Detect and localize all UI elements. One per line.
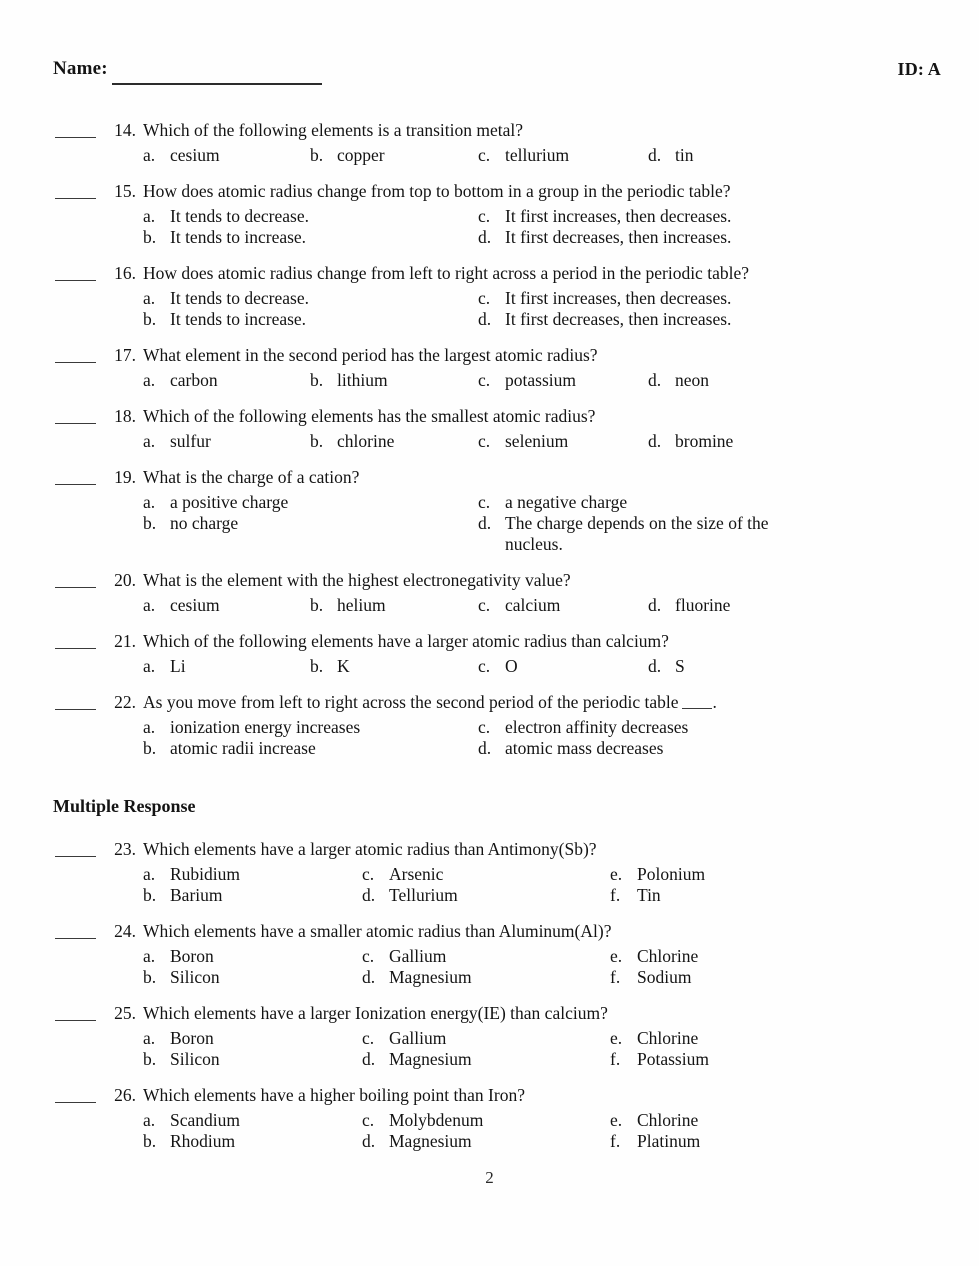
- question-block: [0, 345, 979, 394]
- option-text: chlorine: [337, 431, 395, 451]
- question-stem: Which elements have a smaller atomic radius than Aluminum(Al)?: [143, 921, 612, 941]
- option-letter: d.: [478, 309, 492, 329]
- option-text: calcium: [505, 595, 561, 615]
- question-number: 19.: [114, 467, 136, 487]
- option-text: Silicon: [170, 967, 220, 987]
- option-group: [0, 431, 979, 455]
- answer-option[interactable]: [143, 656, 186, 677]
- option-text: Tin: [637, 885, 661, 905]
- option-letter: d.: [362, 1131, 376, 1151]
- question-number: 21.: [114, 631, 136, 651]
- option-letter: e.: [610, 864, 623, 884]
- answer-option[interactable]: [143, 946, 214, 967]
- question-number: 24.: [114, 921, 136, 941]
- option-text: Chlorine: [637, 1028, 699, 1048]
- question-header: [0, 631, 979, 656]
- question-stem: As you move from left to right across the second period of the periodic table .: [143, 692, 717, 712]
- answer-option[interactable]: [478, 656, 518, 677]
- option-text: Polonium: [637, 864, 706, 884]
- answer-blank[interactable]: [55, 1020, 96, 1021]
- answer-option[interactable]: [143, 288, 309, 309]
- question-header: [0, 570, 979, 595]
- question-stem: What element in the second period has the largest atomic radius?: [143, 345, 598, 365]
- option-text: lithium: [337, 370, 388, 390]
- answer-option[interactable]: [648, 370, 709, 391]
- answer-option[interactable]: [478, 370, 576, 391]
- question-header: [0, 345, 979, 370]
- answer-option[interactable]: [143, 885, 223, 906]
- option-text: potassium: [505, 370, 576, 390]
- answer-option[interactable]: [648, 145, 693, 166]
- option-text: The charge depends on the size of the nucleus.: [505, 513, 769, 554]
- question-header: [0, 921, 979, 946]
- answer-option[interactable]: [310, 431, 394, 452]
- answer-option[interactable]: [478, 431, 568, 452]
- question-stem: Which of the following elements is a transition metal?: [143, 120, 524, 140]
- option-text: Potassium: [637, 1049, 709, 1069]
- answer-option[interactable]: [143, 738, 316, 759]
- answer-blank[interactable]: [55, 938, 96, 939]
- question-header: [0, 406, 979, 431]
- option-letter: d.: [648, 431, 662, 451]
- option-letter: d.: [648, 370, 662, 390]
- option-letter: a.: [143, 1110, 156, 1130]
- answer-option[interactable]: [478, 738, 663, 759]
- question-stem: Which of the following elements has the smallest atomic radius?: [143, 406, 596, 426]
- option-group: [0, 1110, 979, 1155]
- option-text: atomic radii increase: [170, 738, 316, 758]
- question-stem: Which elements have a larger Ionization energy(IE) than calcium?: [143, 1003, 608, 1023]
- option-text: Scandium: [170, 1110, 240, 1130]
- answer-option[interactable]: [143, 595, 220, 616]
- question-block: [0, 839, 979, 909]
- answer-option[interactable]: [478, 309, 731, 330]
- question-block: [0, 181, 979, 251]
- answer-option[interactable]: [610, 1049, 709, 1070]
- answer-option[interactable]: [362, 946, 446, 967]
- option-letter: d.: [362, 967, 376, 987]
- option-text: It first decreases, then increases.: [505, 227, 732, 247]
- option-letter: a.: [143, 717, 156, 737]
- question-stem: Which of the following elements have a larger atomic radius than calcium?: [143, 631, 669, 651]
- option-letter: a.: [143, 206, 156, 226]
- question-block: [0, 570, 979, 619]
- option-group: [0, 864, 979, 909]
- answer-blank[interactable]: [55, 587, 96, 588]
- option-letter: b.: [143, 1049, 157, 1069]
- option-letter: b.: [143, 1131, 157, 1151]
- option-text: It tends to increase.: [170, 309, 307, 329]
- answer-blank[interactable]: [55, 648, 96, 649]
- option-text: Sodium: [637, 967, 692, 987]
- answer-option[interactable]: [478, 717, 688, 738]
- section-heading: Multiple Response: [53, 796, 196, 816]
- option-letter: d.: [478, 227, 492, 247]
- option-letter: b.: [143, 885, 157, 905]
- answer-option[interactable]: [478, 492, 627, 513]
- option-text: Tellurium: [389, 885, 458, 905]
- option-letter: c.: [362, 864, 375, 884]
- option-letter: b.: [310, 595, 324, 615]
- question-block: [0, 1085, 979, 1155]
- answer-option[interactable]: [362, 1131, 472, 1152]
- option-group: [0, 595, 979, 619]
- question-number: 14.: [114, 120, 136, 140]
- option-text: Barium: [170, 885, 223, 905]
- option-letter: b.: [310, 656, 324, 676]
- answer-option[interactable]: [143, 431, 211, 452]
- answer-option[interactable]: [610, 946, 698, 967]
- option-text: Arsenic: [389, 864, 444, 884]
- question-block: [0, 120, 979, 169]
- answer-option[interactable]: [143, 145, 220, 166]
- option-letter: a.: [143, 145, 156, 165]
- option-text: fluorine: [675, 595, 731, 615]
- option-text: a negative charge: [505, 492, 628, 512]
- option-text: Chlorine: [637, 1110, 699, 1130]
- option-group: [0, 492, 979, 558]
- option-text: tellurium: [505, 145, 570, 165]
- question-number: 20.: [114, 570, 136, 590]
- option-letter: c.: [362, 1110, 375, 1130]
- answer-option[interactable]: [310, 370, 388, 391]
- option-text: O: [505, 656, 518, 676]
- option-text: It tends to decrease.: [170, 206, 309, 226]
- option-text: Magnesium: [389, 1131, 472, 1151]
- option-letter: d.: [362, 1049, 376, 1069]
- option-letter: d.: [362, 885, 376, 905]
- answer-option[interactable]: [143, 1028, 214, 1049]
- option-text: bromine: [675, 431, 734, 451]
- option-letter: a.: [143, 288, 156, 308]
- answer-option[interactable]: [478, 227, 731, 248]
- answer-option[interactable]: [362, 1049, 472, 1070]
- question-block: [0, 406, 979, 455]
- answer-option[interactable]: [478, 145, 569, 166]
- answer-option[interactable]: [362, 1110, 483, 1131]
- answer-option[interactable]: [648, 431, 733, 452]
- question-stem: How does atomic radius change from left to right across a period in the periodic table?: [143, 263, 749, 283]
- option-text: sulfur: [170, 431, 211, 451]
- question-stem: What is the charge of a cation?: [143, 467, 360, 487]
- answer-blank[interactable]: [55, 709, 96, 710]
- question-number: 16.: [114, 263, 136, 283]
- option-letter: a.: [143, 1028, 156, 1048]
- option-letter: b.: [310, 370, 324, 390]
- option-letter: d.: [648, 656, 662, 676]
- answer-option[interactable]: [478, 206, 731, 227]
- answer-option[interactable]: [610, 1131, 700, 1152]
- option-text: electron affinity decreases: [505, 717, 689, 737]
- option-letter: d.: [648, 145, 662, 165]
- question-block: [0, 631, 979, 680]
- option-text: Magnesium: [389, 1049, 472, 1069]
- option-letter: a.: [143, 656, 156, 676]
- option-letter: c.: [362, 1028, 375, 1048]
- question-header: [0, 1085, 979, 1110]
- question-number: 23.: [114, 839, 136, 859]
- option-text: It tends to decrease.: [170, 288, 309, 308]
- option-letter: b.: [143, 738, 157, 758]
- option-letter: e.: [610, 1028, 623, 1048]
- option-letter: c.: [362, 946, 375, 966]
- option-text: Molybdenum: [389, 1110, 484, 1130]
- answer-option[interactable]: [143, 227, 306, 248]
- answer-blank[interactable]: [55, 137, 96, 138]
- option-letter: c.: [478, 370, 491, 390]
- answer-option[interactable]: [362, 885, 458, 906]
- option-text: neon: [675, 370, 710, 390]
- option-letter: a.: [143, 595, 156, 615]
- option-letter: b.: [143, 227, 157, 247]
- option-group: [0, 145, 979, 169]
- option-letter: a.: [143, 492, 156, 512]
- option-letter: f.: [610, 885, 621, 905]
- option-text: Gallium: [389, 1028, 447, 1048]
- option-group: [0, 288, 979, 333]
- option-group: [0, 206, 979, 251]
- option-letter: c.: [478, 431, 491, 451]
- option-letter: f.: [610, 1131, 621, 1151]
- option-letter: e.: [610, 1110, 623, 1130]
- option-letter: c.: [478, 595, 491, 615]
- option-text: K: [337, 656, 350, 676]
- answer-blank[interactable]: [55, 484, 96, 485]
- answer-option[interactable]: [143, 309, 306, 330]
- option-letter: a.: [143, 370, 156, 390]
- answer-option[interactable]: [478, 595, 560, 616]
- option-text: It tends to increase.: [170, 227, 307, 247]
- option-text: Magnesium: [389, 967, 472, 987]
- option-group: [0, 370, 979, 394]
- page-header: [0, 58, 979, 92]
- answer-blank[interactable]: [55, 423, 96, 424]
- option-letter: c.: [478, 145, 491, 165]
- option-text: S: [675, 656, 685, 676]
- answer-option[interactable]: [143, 1131, 235, 1152]
- option-letter: d.: [648, 595, 662, 615]
- question-block: [0, 467, 979, 558]
- question-number: 18.: [114, 406, 136, 426]
- question-header: [0, 839, 979, 864]
- option-text: Rubidium: [170, 864, 241, 884]
- exam-id-label: ID: A: [897, 59, 941, 79]
- option-letter: f.: [610, 1049, 621, 1069]
- option-group: [0, 656, 979, 680]
- answer-blank[interactable]: [55, 1102, 96, 1103]
- option-letter: b.: [310, 145, 324, 165]
- option-text: selenium: [505, 431, 569, 451]
- answer-option[interactable]: [610, 1110, 698, 1131]
- question-stem: What is the element with the highest electronegativity value?: [143, 570, 571, 590]
- answer-option[interactable]: [143, 206, 309, 227]
- question-number: 22.: [114, 692, 136, 712]
- option-text: cesium: [170, 145, 220, 165]
- answer-option[interactable]: [610, 967, 691, 988]
- answer-blank[interactable]: [55, 856, 96, 857]
- answer-option[interactable]: [310, 595, 386, 616]
- option-text: It first increases, then decreases.: [505, 288, 732, 308]
- option-letter: c.: [478, 717, 491, 737]
- answer-option[interactable]: [478, 288, 731, 309]
- option-text: carbon: [170, 370, 218, 390]
- option-group: [0, 946, 979, 991]
- option-letter: a.: [143, 431, 156, 451]
- option-text: a positive charge: [170, 492, 289, 512]
- question-number: 15.: [114, 181, 136, 201]
- inline-answer-blank[interactable]: [682, 708, 712, 709]
- question-block: [0, 921, 979, 991]
- question-header: [0, 120, 979, 145]
- answer-option[interactable]: [648, 656, 685, 677]
- answer-option[interactable]: [143, 1049, 220, 1070]
- option-letter: d.: [478, 513, 492, 533]
- option-text: copper: [337, 145, 385, 165]
- question-stem: How does atomic radius change from top to bottom in a group in the periodic table?: [143, 181, 731, 201]
- question-header: [0, 1003, 979, 1028]
- option-text: no charge: [170, 513, 239, 533]
- option-group: [0, 717, 979, 762]
- answer-option[interactable]: [143, 967, 220, 988]
- option-letter: a.: [143, 946, 156, 966]
- question-header: [0, 181, 979, 206]
- question-number: 17.: [114, 345, 136, 365]
- answer-option[interactable]: [610, 1028, 698, 1049]
- question-block: [0, 1003, 979, 1073]
- option-letter: b.: [310, 431, 324, 451]
- answer-option[interactable]: [362, 967, 472, 988]
- answer-option[interactable]: [143, 1110, 240, 1131]
- option-text: Rhodium: [170, 1131, 236, 1151]
- question-stem: Which elements have a higher boiling point than Iron?: [143, 1085, 525, 1105]
- option-text: It first decreases, then increases.: [505, 309, 732, 329]
- option-letter: b.: [143, 513, 157, 533]
- name-blank-line[interactable]: [112, 83, 322, 85]
- option-text: Li: [170, 656, 186, 676]
- option-text: Boron: [170, 946, 214, 966]
- answer-option[interactable]: [362, 1028, 446, 1049]
- option-text: helium: [337, 595, 386, 615]
- option-text: cesium: [170, 595, 220, 615]
- name-label: Name:: [53, 58, 108, 79]
- question-block: [0, 263, 979, 333]
- question-stem: Which elements have a larger atomic radius than Antimony(Sb)?: [143, 839, 597, 859]
- answer-option[interactable]: [362, 864, 443, 885]
- answer-option[interactable]: [610, 885, 661, 906]
- question-number: 25.: [114, 1003, 136, 1023]
- answer-option[interactable]: [143, 864, 240, 885]
- answer-option[interactable]: [610, 864, 705, 885]
- question-header: [0, 467, 979, 492]
- option-letter: d.: [478, 738, 492, 758]
- answer-option[interactable]: [143, 492, 288, 513]
- option-text: Chlorine: [637, 946, 699, 966]
- question-number: 26.: [114, 1085, 136, 1105]
- answer-option[interactable]: [143, 370, 218, 391]
- option-letter: c.: [478, 492, 491, 512]
- option-letter: c.: [478, 288, 491, 308]
- option-letter: f.: [610, 967, 621, 987]
- question-header: [0, 263, 979, 288]
- option-letter: b.: [143, 309, 157, 329]
- answer-blank[interactable]: [55, 198, 96, 199]
- answer-option[interactable]: [478, 513, 778, 555]
- option-text: Boron: [170, 1028, 214, 1048]
- answer-option[interactable]: [310, 656, 350, 677]
- page-number: 2: [485, 1168, 494, 1187]
- option-letter: e.: [610, 946, 623, 966]
- option-text: Platinum: [637, 1131, 701, 1151]
- answer-option[interactable]: [310, 145, 385, 166]
- answer-blank[interactable]: [55, 362, 96, 363]
- option-text: It first increases, then decreases.: [505, 206, 732, 226]
- answer-option[interactable]: [143, 717, 360, 738]
- option-text: ionization energy increases: [170, 717, 361, 737]
- option-text: tin: [675, 145, 694, 165]
- answer-option[interactable]: [648, 595, 730, 616]
- question-header: [0, 692, 979, 717]
- option-letter: c.: [478, 206, 491, 226]
- option-text: atomic mass decreases: [505, 738, 664, 758]
- option-text: Gallium: [389, 946, 447, 966]
- option-group: [0, 1028, 979, 1073]
- question-block: [0, 692, 979, 762]
- option-letter: b.: [143, 967, 157, 987]
- question-list: [0, 120, 979, 1167]
- answer-option[interactable]: [143, 513, 238, 534]
- option-letter: a.: [143, 864, 156, 884]
- answer-blank[interactable]: [55, 280, 96, 281]
- option-text: Silicon: [170, 1049, 220, 1069]
- option-letter: c.: [478, 656, 491, 676]
